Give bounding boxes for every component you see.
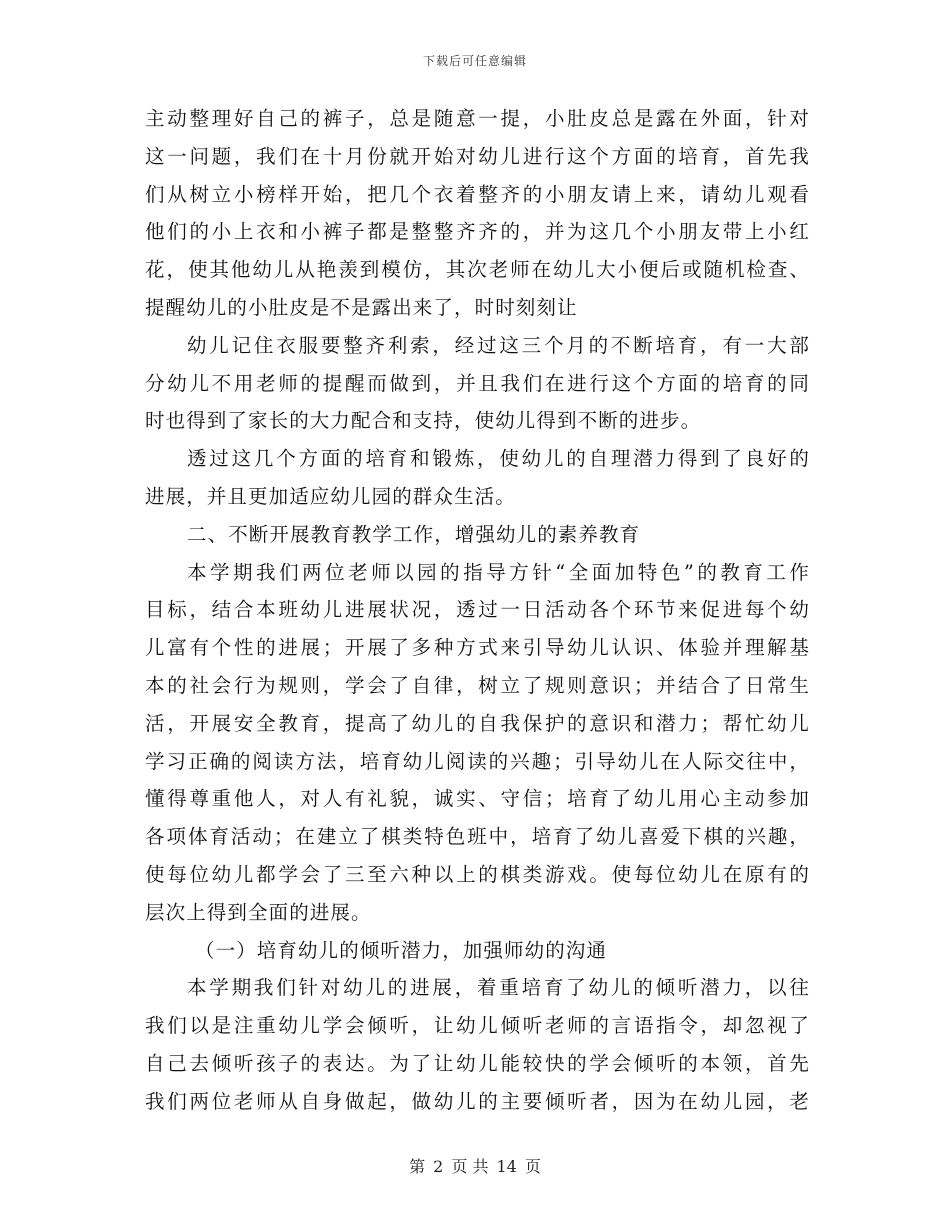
text-line: 本学期我们针对幼儿的进展，着重培育了幼儿的倾听潜力，以往 xyxy=(187,976,810,1000)
text-line: 时也得到了家长的大力配合和支持，使幼儿得到不断的进步。 xyxy=(145,409,702,433)
text-line: 儿富有个性的进展；开展了多种方式来引导幼儿认识、体验并理解基 xyxy=(145,636,810,660)
subsection-heading: （一）培育幼儿的倾听潜力，加强师幼的沟通 xyxy=(195,938,608,962)
page-footer xyxy=(0,1154,950,1177)
document-body xyxy=(145,100,810,1121)
text-line: 幼儿记住衣服要整齐利索，经过这三个月的不断培育，有一大部 xyxy=(187,333,810,357)
footer-prefix: 第 xyxy=(409,1157,426,1176)
text-line: 提醒幼儿的小肚皮是不是露出来了，时时刻刻让 xyxy=(145,295,578,319)
text-line: 这一问题，我们在十月份就开始对幼儿进行这个方面的培育，首先我 xyxy=(145,144,810,168)
text-line: 主动整理好自己的裤子，总是随意一提，小肚皮总是露在外面，针对 xyxy=(145,107,810,130)
footer-middle: 页 共 xyxy=(451,1157,489,1176)
text-line: 他们的小上衣和小裤子都是整整齐齐的，并为这几个小朋友带上小红 xyxy=(145,220,810,244)
text-line: 我们以是注重幼儿学会倾听，让幼儿倾听老师的言语指令，却忽视了 xyxy=(145,1014,810,1038)
text-line: 活，开展安全教育，提高了幼儿的自我保护的意识和潜力；帮忙幼儿 xyxy=(145,711,810,735)
text-line: 本学期我们两位老师以园的指导方针“全面加特色”的教育工作 xyxy=(187,560,810,584)
text-line: 花，使其他幼儿从艳羡到模仿，其次老师在幼儿大小便后或随机检查、 xyxy=(145,258,810,282)
text-line: 分幼儿不用老师的提醒而做到，并且我们在进行这个方面的培育的同 xyxy=(145,371,810,395)
footer-suffix: 页 xyxy=(524,1157,541,1176)
text-line: 懂得尊重他人，对人有礼貌，诚实、守信；培育了幼儿用心主动参加 xyxy=(145,787,810,811)
text-line: 们从树立小榜样开始，把几个衣着整齐的小朋友请上来，请幼儿观看 xyxy=(145,182,810,206)
text-line: 使每位幼儿都学会了三至六种以上的棋类游戏。使每位幼儿在原有的 xyxy=(145,862,810,886)
text-line: 透过这几个方面的培育和锻炼，使幼儿的自理潜力得到了良好的 xyxy=(187,447,810,471)
text-line: 层次上得到全面的进展。 xyxy=(145,900,372,924)
page-header: 下载后可任意编辑 xyxy=(422,54,527,68)
section-heading: 二、不断开展教育教学工作，增强幼儿的素养教育 xyxy=(187,522,641,546)
footer-total-pages: 14 xyxy=(496,1157,517,1176)
text-line: 目标，结合本班幼儿进展状况，透过一日活动各个环节来促进每个幼 xyxy=(145,598,810,622)
text-line: 学习正确的阅读方法，培育幼儿阅读的兴趣；引导幼儿在人际交往中， xyxy=(145,749,810,773)
text-line: 各项体育活动；在建立了棋类特色班中，培育了幼儿喜爱下棋的兴趣， xyxy=(145,825,810,849)
text-line: 本的社会行为规则，学会了自律，树立了规则意识；并结合了日常生 xyxy=(145,673,810,697)
text-line: 我们两位老师从自身做起，做幼儿的主要倾听者，因为在幼儿园，老 xyxy=(145,1089,810,1113)
text-line: 进展，并且更加适应幼儿园的群众生活。 xyxy=(145,484,516,508)
footer-page-number: 2 xyxy=(433,1157,444,1176)
text-line: 自己去倾听孩子的表达。为了让幼儿能较快的学会倾听的本领，首先 xyxy=(145,1051,810,1075)
